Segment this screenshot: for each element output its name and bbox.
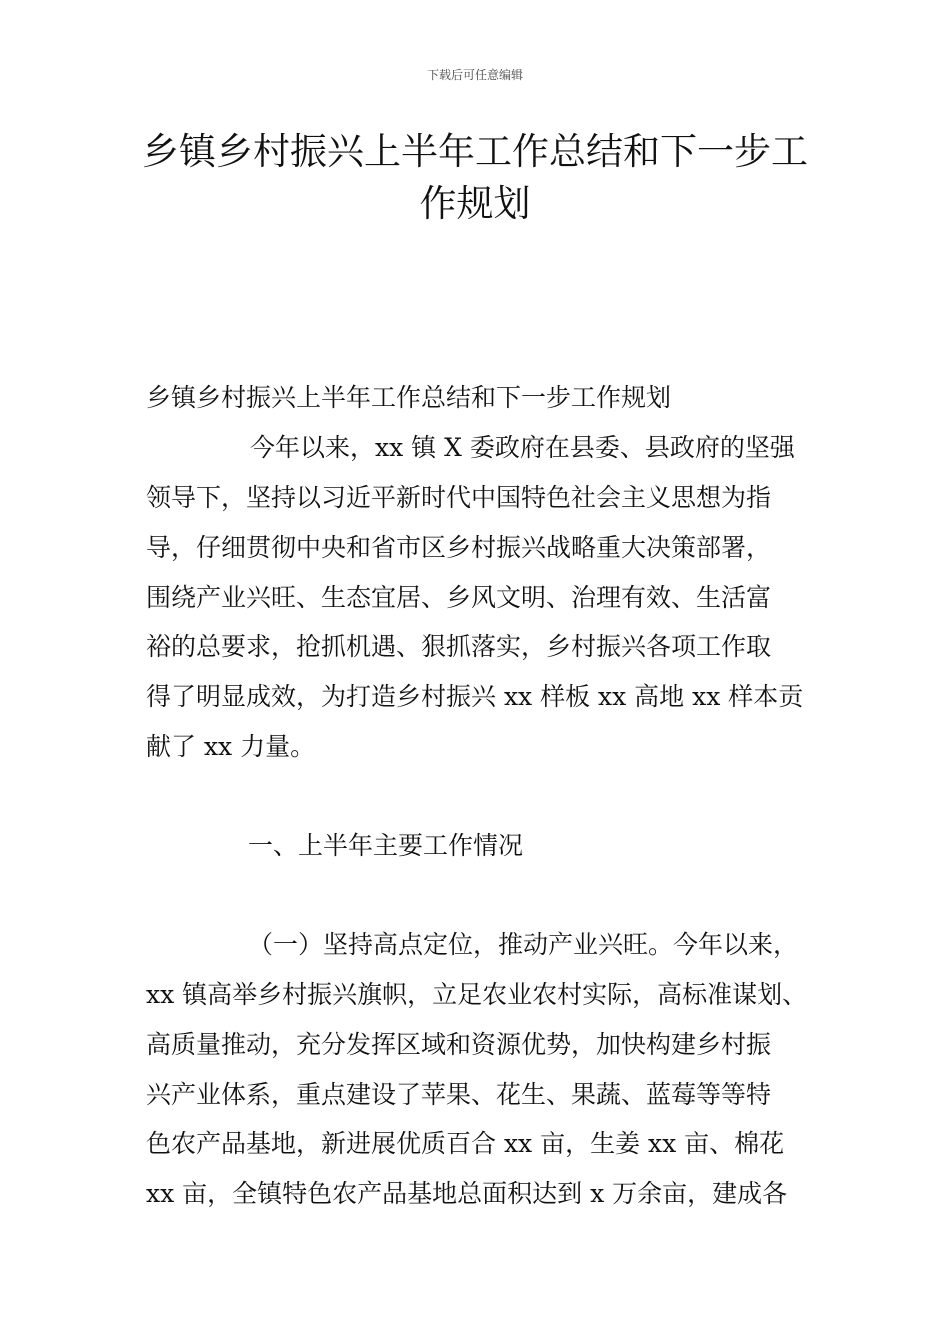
section-heading: 一、上半年主要工作情况 xyxy=(248,831,524,860)
paragraph-line: 导，仔细贯彻中央和省市区乡村振兴战略重大决策部署， xyxy=(146,533,772,562)
subtitle-line: 乡镇乡村振兴上半年工作总结和下一步工作规划 xyxy=(146,383,672,412)
paragraph-line: xx 镇高举乡村振兴旗帜，立足农业农村实际，高标准谋划、 xyxy=(146,980,808,1009)
paragraph-line: 色农产品基地，新进展优质百合 xx 亩，生姜 xx 亩、棉花 xyxy=(146,1129,785,1158)
paragraph-line: xx 亩，全镇特色农产品基地总面积达到 x 万余亩，建成各 xyxy=(146,1179,788,1208)
page-header-note: 下载后可任意编辑 xyxy=(426,68,523,82)
paragraph-line: 今年以来，xx 镇 X 委政府在县委、县政府的坚强 xyxy=(250,433,795,462)
paragraph-line: 围绕产业兴旺、生态宜居、乡风文明、治理有效、生活富 xyxy=(146,583,772,612)
title-line-2: 作规划 xyxy=(419,182,531,225)
paragraph-line: 高质量推动，充分发挥区域和资源优势，加快构建乡村振 xyxy=(146,1030,772,1059)
paragraph-line: 得了明显成效，为打造乡村振兴 xx 样板 xx 高地 xx 样本贡 xyxy=(146,682,804,711)
paragraph-line: 兴产业体系，重点建设了苹果、花生、果蔬、蓝莓等等特 xyxy=(146,1080,772,1109)
paragraph-line: （一）坚持高点定位，推动产业兴旺。今年以来， xyxy=(248,930,799,959)
document-title xyxy=(120,126,830,230)
paragraph-line: 领导下，坚持以习近平新时代中国特色社会主义思想为指 xyxy=(146,483,772,512)
paragraph-line: 献了 xx 力量。 xyxy=(146,732,316,761)
title-line-1: 乡镇乡村振兴上半年工作总结和下一步工 xyxy=(142,130,808,173)
paragraph-line: 裕的总要求，抢抓机遇、狠抓落实，乡村振兴各项工作取 xyxy=(146,632,772,661)
